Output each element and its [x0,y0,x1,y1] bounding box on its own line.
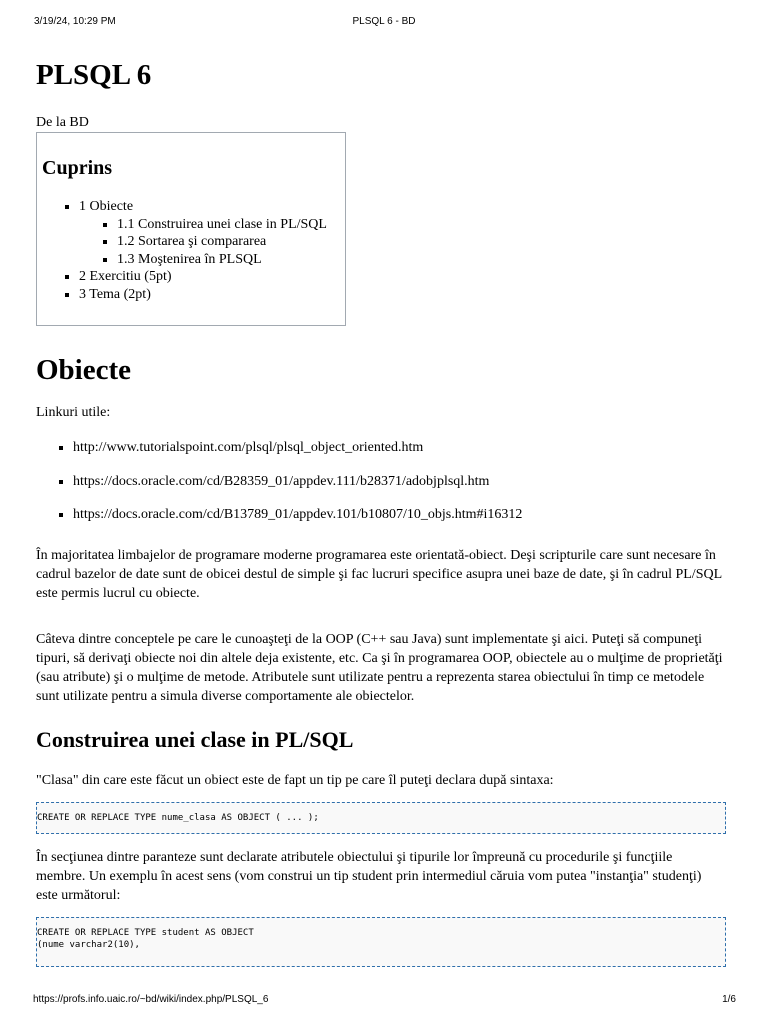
toc-item-construirea[interactable]: ▪ 1.1 Construirea unei clase in PL/SQL [117,216,345,234]
code-block-student: CREATE OR REPLACE TYPE student AS OBJECT (nume varchar2(10), [36,917,726,967]
page-counter: 1/6 [722,994,736,1005]
toc-item-obiecte[interactable]: ▪ 1 Obiecte ▪ 1.1 Construirea unei clase in PL/SQL ▪ 1.2 Sortarea şi compararea ▪ 1.3 Moştenirea în PLSQL [79,198,345,268]
print-datetime: 3/19/24, 10:29 PM [34,16,116,27]
print-url: https://profs.info.uaic.ro/~bd/wiki/index.php/PLSQL_6 [33,994,269,1005]
site-sub: De la BD [36,115,89,130]
paragraph-concepts: Câteva dintre conceptele pe care le cunoaşteţi de la OOP (C++ sau Java) sunt implementate şi aici. Puteţi să compuneţi tipuri, să derivaţi obiecte noi din altele deja existente, etc. Ca şi în programarea OOP, obiectele au o mulţime de proprietăţi (sau atribute) şi o mulţime de metode. Atributele sunt utilizate pentru a reprezenta starea obiectului în timp ce metodele sunt utilizate pentru a simula diverse comportamente ale obiectelor. [36,632,723,704]
useful-links-list [36,439,724,524]
paragraph-attributes: În secţiunea dintre paranteze sunt declarate atributele obiectului şi tipurile lor împreună cu procedurile şi funcţiile membre. Un exemplu în acest sens (vom construi un tip student prin intermediul căruia vom putea "instanţia" studenţi) este următorul: [36,850,702,903]
toc-item-exercitiu[interactable]: ▪ 2 Exercitiu (5pt) [79,268,345,286]
paragraph-intro: În majoritatea limbajelor de programare moderne programarea este orientată-obiect. Deşi scripturile care sunt necesare în cadrul bazelor de date sunt de obicei destul de simple şi fac lucruri specifice asupra unei baze de date, şi în cadrul PL/SQL este permis lucrul cu obiecte. [36,548,722,601]
code-block-syntax: CREATE OR REPLACE TYPE nume_clasa AS OBJECT ( ... ); [36,802,726,834]
toc-item-sortarea[interactable]: ▪ 1.2 Sortarea şi compararea [117,233,345,251]
print-doc-title: PLSQL 6 - BD [352,16,416,27]
external-link[interactable]: ▪ https://docs.oracle.com/cd/B28359_01/appdev.111/b28371/adobjplsql.htm [73,473,724,491]
toc-heading: Cuprins [42,157,113,179]
page-title: PLSQL 6 [36,59,152,91]
toc-sublist [79,216,345,269]
toc-item-tema[interactable]: ▪ 3 Tema (2pt) [79,286,345,304]
subsection-heading: Construirea unei clase in PL/SQL [36,727,354,752]
external-link[interactable]: ▪ https://docs.oracle.com/cd/B13789_01/appdev.101/b10807/10_objs.htm#i16312 [73,506,724,524]
table-of-contents [36,132,346,326]
links-intro: Linkuri utile: [36,405,111,420]
paragraph-class: "Clasa" din care este făcut un obiect este de fapt un tip pe care îl puteţi declara după sintaxa: [36,773,554,788]
section-heading-obiecte: Obiecte [36,354,132,386]
toc-item-mostenirea[interactable]: ▪ 1.3 Moştenirea în PLSQL [117,251,345,269]
external-link[interactable]: ▪ http://www.tutorialspoint.com/plsql/plsql_object_oriented.htm [73,439,724,457]
toc-list [42,198,345,303]
main-content [36,56,724,967]
